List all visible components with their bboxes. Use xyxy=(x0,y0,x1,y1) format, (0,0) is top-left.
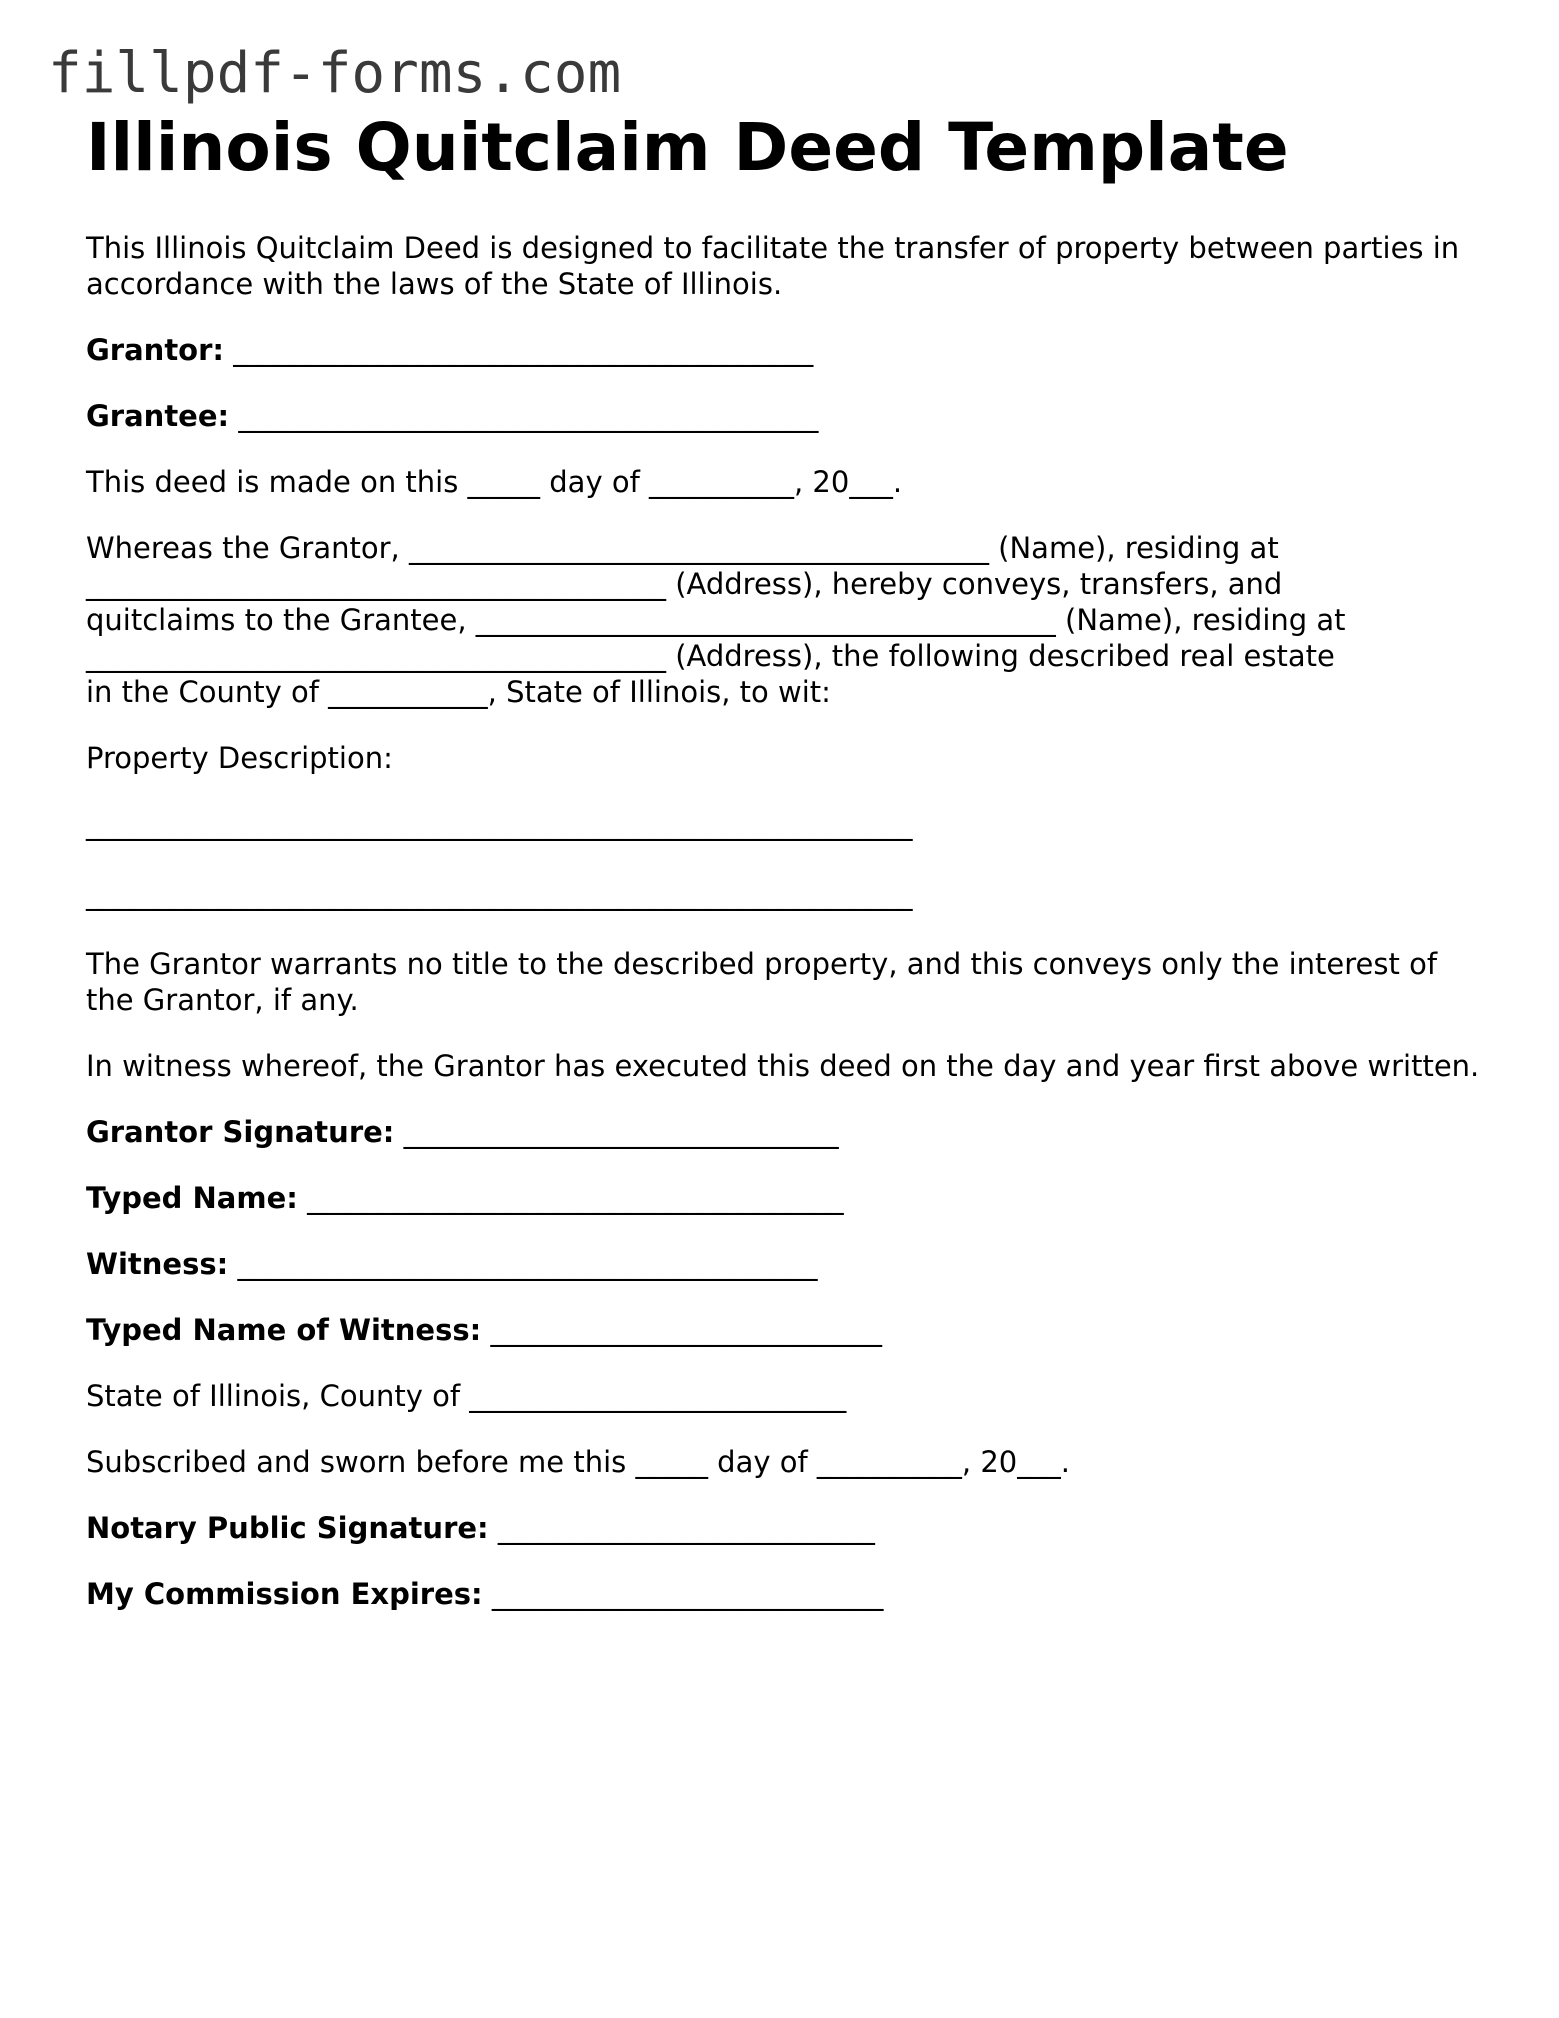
grantee-label: Grantee: xyxy=(86,399,230,433)
grantor-label: Grantor: xyxy=(86,333,225,367)
grantor-signature-label: Grantor Signature: xyxy=(86,1115,395,1149)
subscribed-line[interactable]: Subscribed and sworn before me this _____ day of __________, 20___. xyxy=(86,1445,1070,1479)
typed-name-field[interactable] xyxy=(86,1180,1486,1216)
notary-signature-field[interactable] xyxy=(86,1510,1486,1546)
commission-expires-label: My Commission Expires: xyxy=(86,1577,483,1611)
witness-blank[interactable]: ________________________________________ xyxy=(237,1247,818,1281)
deed-date-line[interactable]: This deed is made on this _____ day of __________, 20___. xyxy=(86,465,903,499)
property-description-line-2[interactable]: _________________________________________________________ xyxy=(86,877,913,911)
warranty-paragraph: The Grantor warrants no title to the described property, and this conveys only the interest of the Grantor, if any. xyxy=(86,947,1438,1017)
witness-label: Witness: xyxy=(86,1247,229,1281)
typed-name-witness-label: Typed Name of Witness: xyxy=(86,1313,482,1347)
typed-name-witness-blank[interactable]: ___________________________ xyxy=(490,1313,882,1347)
grantee-blank[interactable]: ________________________________________ xyxy=(238,399,819,433)
whereas-paragraph xyxy=(86,530,1486,710)
grantor-signature-field[interactable] xyxy=(86,1114,1486,1150)
witness-clause-paragraph: In witness whereof, the Grantor has executed this deed on the day and year first above written. xyxy=(86,1049,1480,1083)
notary-signature-label: Notary Public Signature: xyxy=(86,1511,489,1545)
intro-paragraph: This Illinois Quitclaim Deed is designed to facilitate the transfer of property between parties in accordance with the laws of the State of Illinois. xyxy=(86,231,1460,301)
whereas-line-3[interactable]: quitclaims to the Grantee, ________________________________________ (Name), residing at xyxy=(86,603,1346,637)
page-title: Illinois Quitclaim Deed Template xyxy=(86,109,1289,186)
grantor-field[interactable] xyxy=(86,332,1486,368)
whereas-line-5[interactable]: in the County of ___________, State of Illinois, to wit: xyxy=(86,675,831,709)
document-body xyxy=(86,108,1486,1642)
whereas-line-1[interactable]: Whereas the Grantor, ________________________________________ (Name), residing at xyxy=(86,531,1279,565)
commission-expires-blank[interactable]: ___________________________ xyxy=(491,1577,884,1611)
whereas-line-4[interactable]: ________________________________________ (Address), the following described real estate xyxy=(86,639,1335,673)
typed-name-label: Typed Name: xyxy=(86,1181,298,1215)
state-county-line[interactable]: State of Illinois, County of __________________________ xyxy=(86,1379,847,1413)
property-description-line-1[interactable]: _________________________________________________________ xyxy=(86,807,913,841)
commission-expires-field[interactable] xyxy=(86,1576,1486,1612)
grantor-blank[interactable]: ________________________________________ xyxy=(233,333,814,367)
grantee-field[interactable] xyxy=(86,398,1486,434)
property-description-label: Property Description: xyxy=(86,741,393,775)
grantor-signature-blank[interactable]: ______________________________ xyxy=(403,1115,839,1149)
typed-name-witness-field[interactable] xyxy=(86,1312,1486,1348)
whereas-line-2[interactable]: ________________________________________ (Address), hereby conveys, transfers, and xyxy=(86,567,1283,601)
typed-name-blank[interactable]: _____________________________________ xyxy=(307,1181,844,1215)
notary-signature-blank[interactable]: __________________________ xyxy=(497,1511,875,1545)
witness-field[interactable] xyxy=(86,1246,1486,1282)
watermark: fillpdf-forms.com xyxy=(48,41,622,106)
